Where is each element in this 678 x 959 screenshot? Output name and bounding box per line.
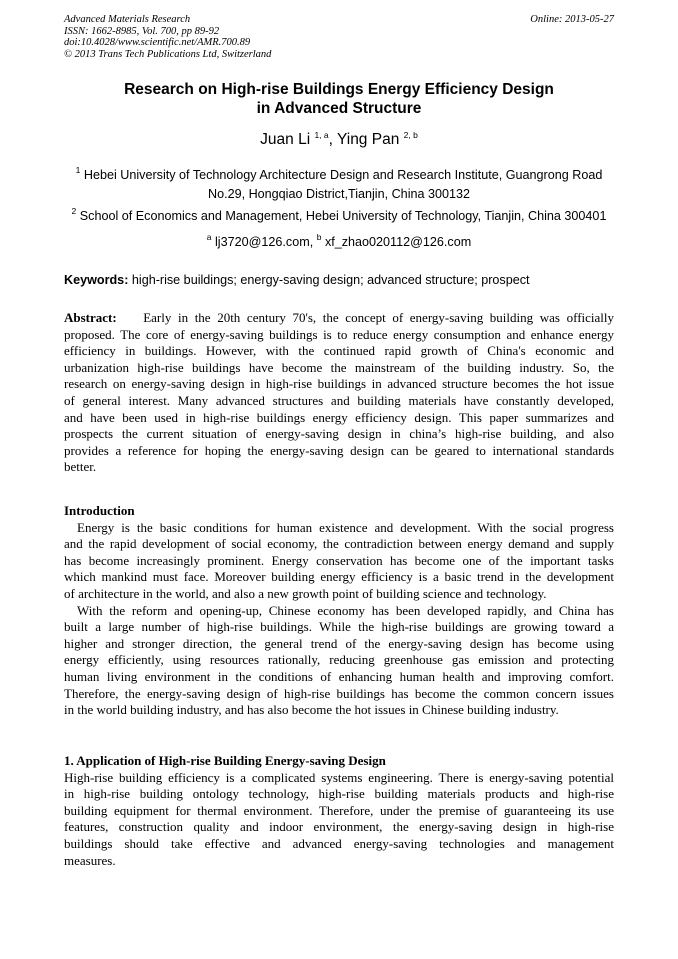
text-line: High-rise building efficiency is a complicated systems engineering. There is energy-saving potential xyxy=(64,769,614,785)
title-line: in Advanced Structure xyxy=(256,100,422,117)
paragraph xyxy=(64,520,614,603)
text-line: proposed. The core of energy-saving buildings is to reduce energy consumption and enhance energy xyxy=(64,326,614,342)
doi: doi:10.4028/www.scientific.net/AMR.700.89 xyxy=(64,37,251,48)
section-heading: 1. Application of High-rise Building Energy-saving Design xyxy=(64,753,386,768)
email: lj3720@126.com, xyxy=(215,235,317,249)
keywords xyxy=(64,273,530,287)
paragraph xyxy=(64,770,614,870)
affiliation-1 xyxy=(40,166,638,204)
affil-text: Hebei University of Technology Architecture Design and Research Institute, Guangrong Road xyxy=(83,168,603,182)
online-date: Online: 2013-05-27 xyxy=(530,14,614,25)
emails xyxy=(40,233,638,252)
authors xyxy=(0,131,678,149)
journal-name: Advanced Materials Research xyxy=(64,14,191,25)
journal-header xyxy=(64,14,271,60)
text-line: has become increasingly prominent. Energy conservation has become one of the important tasks xyxy=(64,552,614,568)
paragraph xyxy=(64,603,614,719)
text-line: of general interest. Many advanced structures and building materials have constantly developed, xyxy=(64,392,614,408)
introduction-section xyxy=(64,503,614,719)
text-line: provides a reference for hoping the energy-saving design can be geared to international standards xyxy=(64,442,614,458)
copyright: © 2013 Trans Tech Publications Ltd, Switzerland xyxy=(64,48,272,60)
title-line: Research on High-rise Buildings Energy Efficiency Design xyxy=(124,81,554,98)
section-heading: Introduction xyxy=(64,503,135,518)
issn: ISSN: 1662-8985, Vol. 700, pp 89-92 xyxy=(64,25,220,37)
text-line: features, construction quality and indoor environment, the energy-saving design in high-rise xyxy=(64,819,614,835)
abstract xyxy=(64,310,614,476)
author-affil-sup: 1, a xyxy=(314,130,329,140)
text-line: research on energy-saving design in high-rise buildings in advanced structure becomes the hot issue xyxy=(64,376,614,392)
text-line: Therefore, the energy-saving design of high-rise buildings has become the common concern issues xyxy=(64,685,614,701)
text-line: measures. xyxy=(64,852,116,868)
text-line: human living environment in the conditions of enhancing human health and improving comfort. xyxy=(64,668,614,684)
abstract-text: Early in the 20th century 70's, the concept of energy-saving building was officially xyxy=(123,310,615,325)
author-name: Juan Li xyxy=(260,131,311,148)
text-line: Energy is the basic conditions for human existence and development. With the social progress xyxy=(77,519,614,535)
abstract-label: Abstract: xyxy=(64,310,117,325)
text-line: higher and stronger direction, the general trend of the energy-saving design has become using xyxy=(64,635,614,651)
affil-text: No.29, Hongqiao District,Tianjin, China 300132 xyxy=(207,187,471,201)
keywords-label: Keywords: xyxy=(64,273,129,287)
affil-text: School of Economics and Management, Hebei University of Technology, Tianjin, China 300401 xyxy=(79,209,607,223)
text-line: building equipment for thermal environment. Therefore, under the premise of guaranteeing its use xyxy=(64,802,614,818)
paper-title xyxy=(0,80,678,118)
text-line: which mankind must face. Moreover building energy efficiency is a basic trend in the development xyxy=(64,569,614,585)
text-line: urbanization high-rise buildings have become the mainstream of the building industry. So, the xyxy=(64,359,614,375)
author-affil-sup: 2, b xyxy=(403,130,418,140)
text-line: better. xyxy=(64,459,97,475)
text-line: and the rapid development of social economy, the contradiction between energy demand and supply xyxy=(64,536,614,552)
text-line: built a large number of high-rise buildings. While the high-rise buildings are growing toward a xyxy=(64,619,614,635)
author-sep: , xyxy=(328,131,337,148)
text-line: With the reform and opening-up, Chinese economy has been developed rapidly, and China has xyxy=(77,602,614,618)
keywords-text: high-rise buildings; energy-saving design; advanced structure; prospect xyxy=(128,273,530,287)
email-sup: a xyxy=(206,232,212,242)
text-line: efficiency in buildings. However, with the continued rapid growth of China's economic and xyxy=(64,343,614,359)
text-line: buildings should take effective and advanced energy-saving technologies and management xyxy=(64,835,614,851)
text-line: of architecture in the world, and also a new growth point of building science and technology. xyxy=(64,585,547,601)
email: xf_zhao020112@126.com xyxy=(324,235,472,249)
email-sup: b xyxy=(316,232,322,242)
text-line xyxy=(64,310,614,327)
text-line: in high-rise building ontology technology, high-rise building materials products and high-rise xyxy=(64,786,614,802)
text-line: prospects the current situation of energy-saving design in china’s high-rise building, and also xyxy=(64,426,614,442)
text-line: energy efficiently, using resources rationally, reducing greenhouse gas emission and protecting xyxy=(64,652,614,668)
author-name: Ying Pan xyxy=(336,131,400,148)
affil-sup: 2 xyxy=(71,206,77,216)
text-line: in the world building industry, and has also become the hot issues in Chinese building industry. xyxy=(64,702,559,718)
affil-sup: 1 xyxy=(75,165,81,175)
affiliation-2 xyxy=(40,207,638,226)
section-1 xyxy=(64,753,614,869)
text-line: and have been used in high-rise buildings energy efficiency design. This paper summarizes and xyxy=(64,409,614,425)
